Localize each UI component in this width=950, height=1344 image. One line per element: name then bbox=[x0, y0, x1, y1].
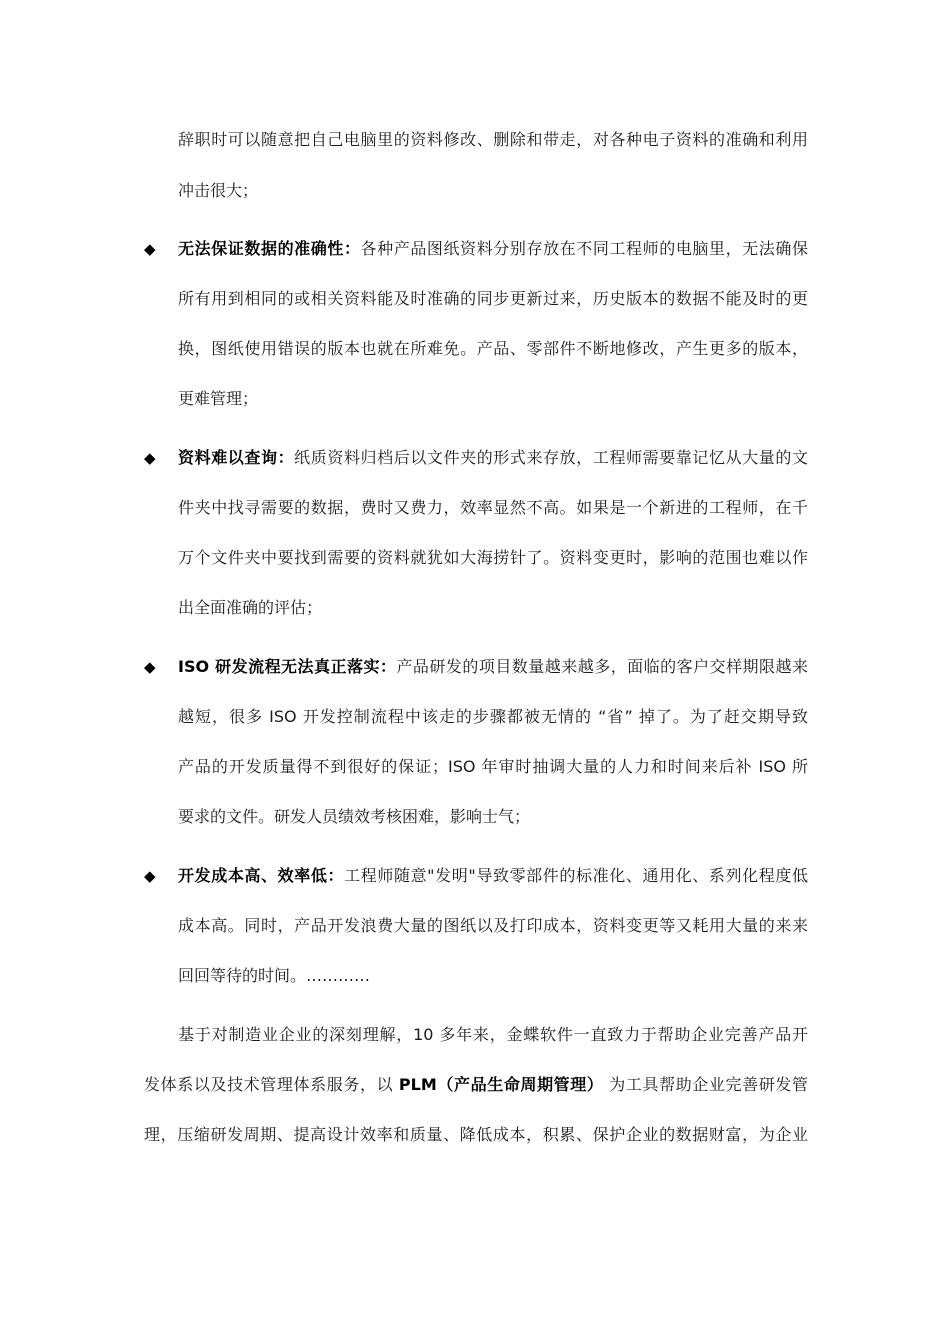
item-1-text: 各种产品图纸资料分别存放在不同工程师的电脑里，无法确保 bbox=[360, 239, 808, 258]
closing-line-2-post: 为工具帮助企业完善研发管 bbox=[603, 1075, 808, 1094]
bullet-diamond-icon: ◆ bbox=[144, 658, 156, 676]
bullet-diamond-icon: ◆ bbox=[144, 449, 156, 467]
closing-line-3: 理，压缩研发周期、提高设计效率和质量、降低成本，积累、保护企业的数据财富，为企业 bbox=[144, 1125, 808, 1144]
item-3-term: ISO 研发流程无法真正落实： bbox=[178, 657, 397, 676]
item-2-line-4: 出全面准确的评估； bbox=[178, 598, 323, 617]
item-1-line-3: 换，图纸使用错误的版本也就在所难免。产品、零部件不断地修改，产生更多的版本， bbox=[178, 339, 808, 358]
item-2-line-2: 件夹中找寻需要的数据，费时又费力，效率显然不高。如果是一个新进的工程师，在千 bbox=[178, 498, 808, 517]
item-2-line-3: 万个文件夹中要找到需要的资料就犹如大海捞针了。资料变更时，影响的范围也难以作 bbox=[178, 548, 808, 567]
item-3-line-1 bbox=[178, 657, 808, 677]
item-1-term: 无法保证数据的准确性： bbox=[178, 239, 361, 258]
closing-plm-term: PLM（产品生命周期管理） bbox=[398, 1075, 604, 1094]
item-1-line-2: 所有用到相同的或相关资料能及时准确的同步更新过来，历史版本的数据不能及时的更 bbox=[178, 289, 808, 308]
closing-line-1: 基于对制造业企业的深刻理解，10 多年来，金蝶软件一直致力于帮助企业完善产品开 bbox=[178, 1025, 808, 1044]
item-2-line-1 bbox=[178, 448, 808, 468]
item-4-term: 开发成本高、效率低： bbox=[178, 866, 345, 885]
bullet-diamond-icon: ◆ bbox=[144, 240, 156, 258]
item-4-line-1 bbox=[178, 866, 808, 886]
closing-line-2-pre: 发体系以及技术管理体系服务，以 bbox=[144, 1075, 399, 1094]
bullet-diamond-icon: ◆ bbox=[144, 867, 156, 885]
intro-line-1: 辞职时可以随意把自己电脑里的资料修改、删除和带走，对各种电子资料的准确和利用 bbox=[178, 130, 808, 149]
item-1-line-4: 更难管理； bbox=[178, 389, 259, 408]
item-1-line-1 bbox=[178, 239, 808, 259]
item-4-line-3: 回回等待的时间。………… bbox=[178, 966, 371, 985]
closing-line-2 bbox=[144, 1075, 808, 1095]
item-3-line-4: 要求的文件。研发人员绩效考核困难，影响士气； bbox=[178, 807, 531, 826]
intro-line-2: 冲击很大； bbox=[178, 181, 259, 200]
item-2-term: 资料难以查询： bbox=[178, 448, 295, 467]
item-3-text: 产品研发的项目数量越来越多，面临的客户交样期限越来 bbox=[396, 657, 808, 676]
item-4-line-2: 成本高。同时，产品开发浪费大量的图纸以及打印成本，资料变更等又耗用大量的来来 bbox=[178, 916, 808, 935]
item-2-text: 纸质资料归档后以文件夹的形式来存放，工程师需要靠记忆从大量的文 bbox=[294, 448, 808, 467]
item-3-line-3: 产品的开发质量得不到很好的保证；ISO 年审时抽调大量的人力和时间来后补 ISO 所 bbox=[178, 757, 808, 776]
item-4-text: 工程师随意"发明"导致零部件的标准化、通用化、系列化程度低 bbox=[344, 866, 808, 885]
item-3-line-2: 越短，很多 ISO 开发控制流程中该走的步骤都被无情的 “省” 掉了。为了赶交期导致 bbox=[178, 707, 808, 726]
